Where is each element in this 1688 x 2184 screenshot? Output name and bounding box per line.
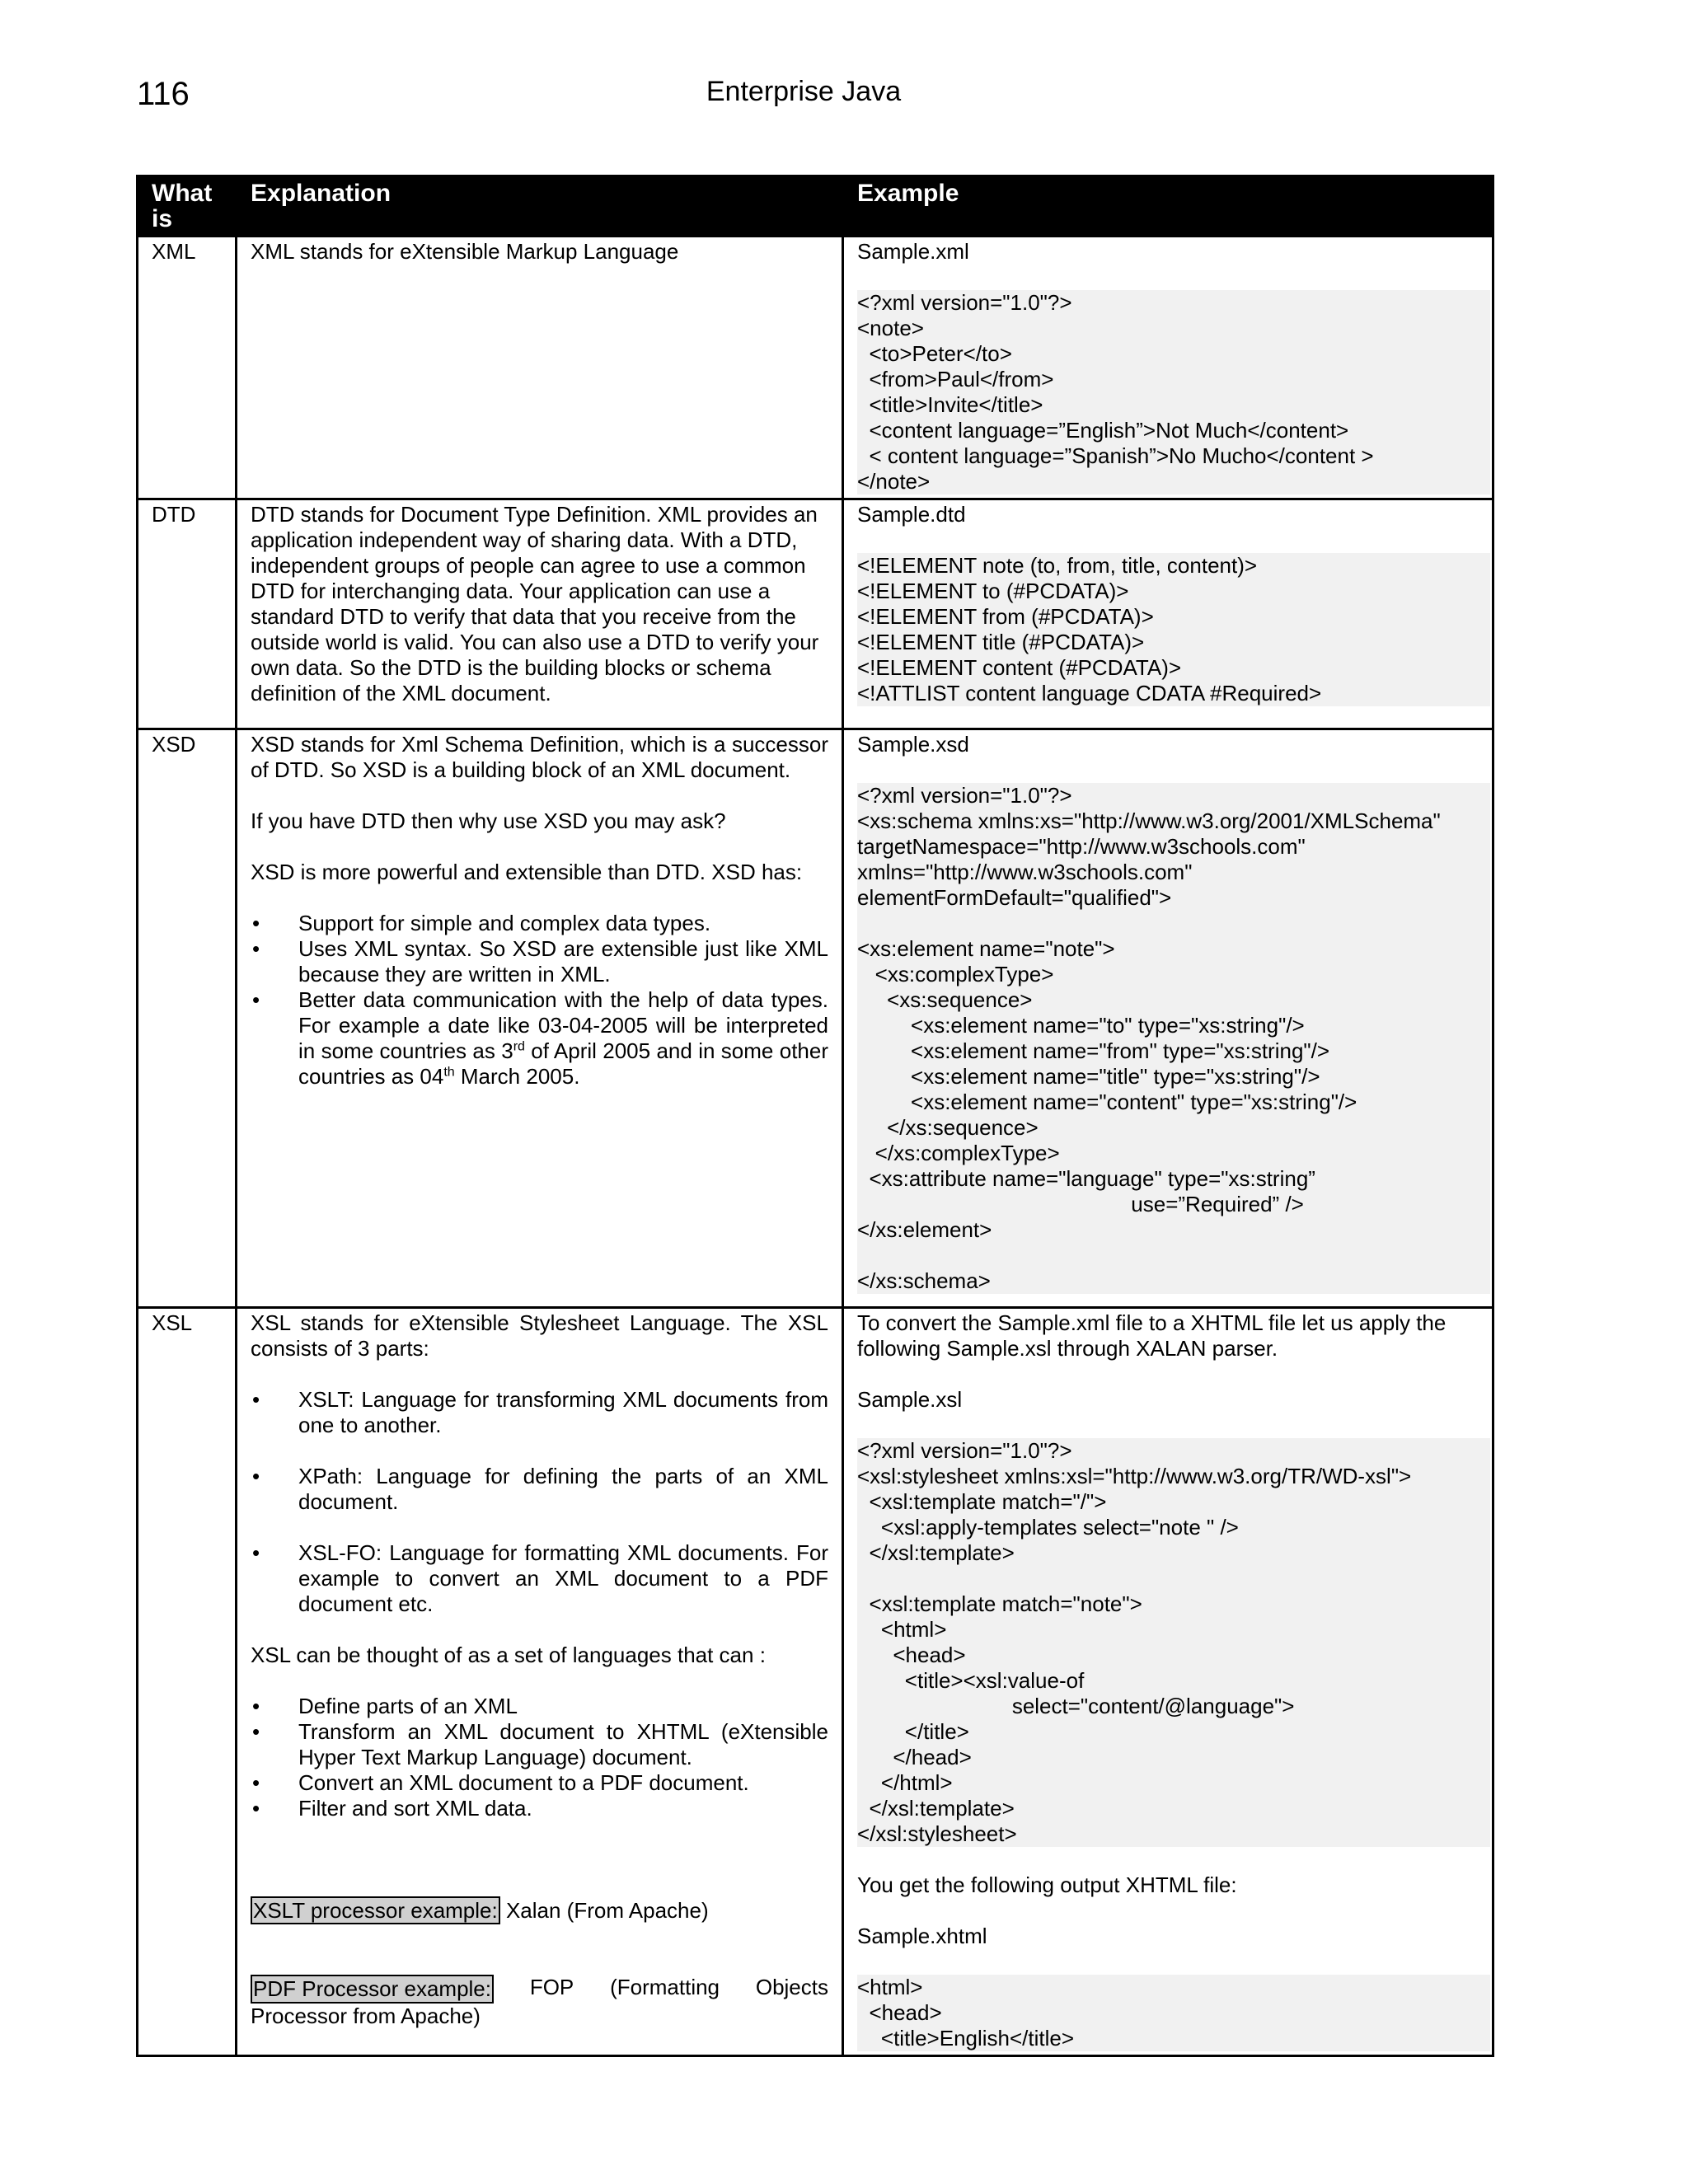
- xsl-example-intro: To convert the Sample.xml file to a XHTML file let us apply the following Sample.xsl through XALAN parser.: [857, 1310, 1447, 1361]
- xsl-paragraph-1: XSL stands for eXtensible Stylesheet Language. The XSL consists of 3 parts:: [251, 1310, 828, 1361]
- pdf-processor-word: Objects: [755, 1975, 828, 1999]
- header-what-is: What is: [138, 176, 237, 237]
- xslt-processor-value: Xalan (From Apache): [499, 1898, 709, 1923]
- list-item: • Support for simple and complex data types.: [251, 911, 828, 936]
- pdf-processor-label: PDF Processor example:: [251, 1975, 494, 2004]
- ordinal-suffix: th: [443, 1065, 455, 1080]
- date-example-text: March 2005.: [454, 1064, 580, 1089]
- code-block-xhtml: <html> <head> <title>English</title>: [857, 1975, 1490, 2051]
- running-head-title: Enterprise Java: [706, 76, 902, 107]
- xsd-paragraph-2: If you have DTD then why use XSD you may ask?: [251, 808, 726, 833]
- pdf-processor-continuation: Processor from Apache): [251, 2004, 481, 2028]
- xsl-uses-list: [251, 1694, 828, 1821]
- file-label-xsd: Sample.xsd: [857, 732, 969, 757]
- file-label-xhtml: Sample.xhtml: [857, 1924, 987, 1948]
- explanation-xsd: [237, 729, 843, 1308]
- header-example: Example: [843, 176, 1493, 237]
- list-item: • Transform an XML document to XHTML (eXtensible Hyper Text Markup Language) document.: [251, 1719, 828, 1770]
- table-row-xml: [138, 237, 1493, 499]
- term-xsl: XSL: [138, 1308, 237, 2056]
- xsd-paragraph-3: XSD is more powerful and extensible than DTD. XSD has:: [251, 860, 803, 884]
- list-item: • XPath: Language for defining the parts of an XML document.: [251, 1464, 828, 1515]
- term-dtd: DTD: [138, 499, 237, 729]
- pdf-processor-word: (Formatting: [610, 1975, 720, 1999]
- file-label-xsl: Sample.xsl: [857, 1387, 963, 1412]
- file-label-xml: Sample.xml: [857, 239, 969, 264]
- explanation-xml: XML stands for eXtensible Markup Language: [237, 237, 843, 499]
- header-explanation: Explanation: [237, 176, 843, 237]
- ordinal-suffix: rd: [513, 1039, 525, 1054]
- date-example-text: of April 2005 and in some other countries as 04: [298, 1038, 828, 1089]
- list-item: [251, 987, 828, 1090]
- table-row-xsd: [138, 729, 1493, 1308]
- term-xsd: XSD: [138, 729, 237, 1308]
- xsd-features-list: [251, 911, 828, 1090]
- pdf-processor-word: FOP: [529, 1975, 574, 1999]
- code-block-xsl: <?xml version="1.0"?> <xsl:stylesheet xmlns:xsl="http://www.w3.org/TR/WD-xsl"> <xsl:template match="/"> <xsl:apply-templates select="note " /> </xsl:template> <xsl:template match="note"> <html> <head> <title><xsl:value-of select="content/@language"> </title> </head> </html> </xsl:template> </xsl:stylesheet>: [857, 1438, 1490, 1847]
- example-xsd: [843, 729, 1493, 1308]
- example-xsl: [843, 1308, 1493, 2056]
- example-dtd: [843, 499, 1493, 729]
- xslt-processor-line: [251, 1898, 828, 1924]
- xml-technologies-table: [136, 175, 1494, 2057]
- table-row-dtd: [138, 499, 1493, 729]
- list-item: • XSLT: Language for transforming XML documents from one to another.: [251, 1387, 828, 1438]
- table-row-xsl: [138, 1308, 1493, 2056]
- page-number: 116: [137, 76, 190, 112]
- date-example-text: Better data communication with the help of data types. For example a date like 03-04-2005 will be interpreted in some countries as 3: [298, 987, 828, 1063]
- code-block-xsd: <?xml version="1.0"?> <xs:schema xmlns:xs="http://www.w3.org/2001/XMLSchema" targetNamespace="http://www.w3schools.com" xmlns="http://www.w3schools.com" elementFormDefault="qualified"> <xs:element name="note"> <xs:complexType> <xs:sequence> <xs:element name="to" type="xs:string"/> <xs:element name="from" type="xs:string"/> <xs:element name="title" type="xs:string"/> <xs:element name="content" type="xs:string"/> </xs:sequence> </xs:complexType> <xs:attribute name="language" type="xs:string” use=”Required” /> </xs:element> </xs:schema>: [857, 783, 1490, 1294]
- xsl-paragraph-2: XSL can be thought of as a set of languages that can :: [251, 1643, 766, 1667]
- explanation-xsl: [237, 1308, 843, 2056]
- code-block-xml: <?xml version="1.0"?> <note> <to>Peter</to> <from>Paul</from> <title>Invite</title> <content language=”English”>Not Much</content> < content language=”Spanish”>No Mucho</content > </note>: [857, 290, 1490, 494]
- code-block-dtd: <!ELEMENT note (to, from, title, content)> <!ELEMENT to (#PCDATA)> <!ELEMENT from (#PCDATA)> <!ELEMENT title (#PCDATA)> <!ELEMENT content (#PCDATA)> <!ATTLIST content language CDATA #Required>: [857, 553, 1490, 706]
- term-xml: XML: [138, 237, 237, 499]
- example-xml: [843, 237, 1493, 499]
- xsd-paragraph-1: XSD stands for Xml Schema Definition, which is a successor of DTD. So XSD is a building block of an XML document.: [251, 732, 828, 782]
- list-item: • Define parts of an XML: [251, 1694, 828, 1719]
- pdf-processor-line: [251, 1975, 828, 2004]
- explanation-dtd: DTD stands for Document Type Definition. XML provides an application independent way of sharing data. With a DTD, independent groups of people can agree to use a common DTD for interchanging data. Your application can use a standard DTD to verify that data that you receive from the outside world is valid. You can also use a DTD to verify your own data. So the DTD is the building blocks or schema definition of the XML document.: [237, 499, 843, 729]
- file-label-dtd: Sample.dtd: [857, 502, 966, 527]
- xslt-processor-label: XSLT processor example:: [251, 1896, 500, 1924]
- list-item: • Filter and sort XML data.: [251, 1796, 828, 1821]
- output-intro: You get the following output XHTML file:: [857, 1872, 1237, 1897]
- xsl-parts-list: [251, 1387, 828, 1617]
- list-item: • XSL-FO: Language for formatting XML documents. For example to convert an XML document to a PDF document etc.: [251, 1540, 828, 1617]
- table-header-row: [138, 176, 1493, 237]
- list-item: • Convert an XML document to a PDF document.: [251, 1770, 828, 1796]
- list-item: • Uses XML syntax. So XSD are extensible just like XML because they are written in XML.: [251, 936, 828, 987]
